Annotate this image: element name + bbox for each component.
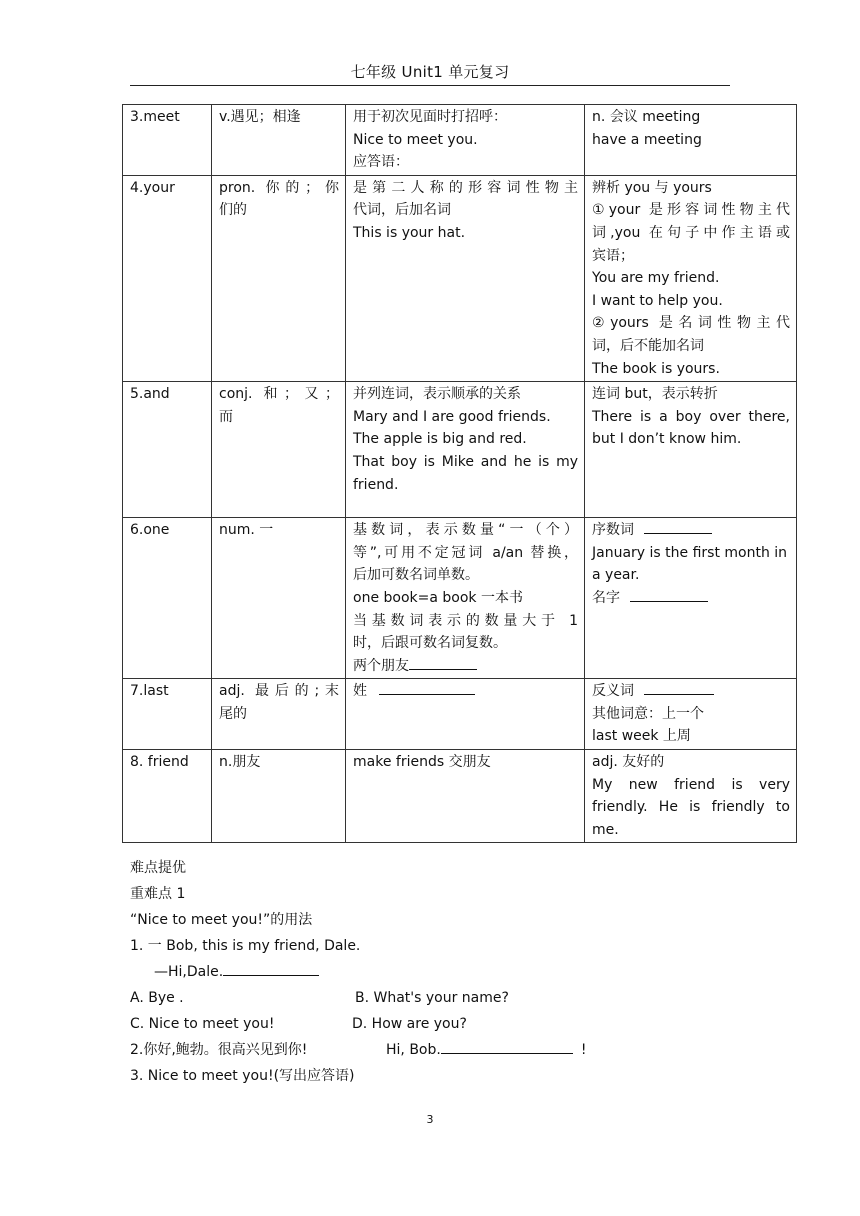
usage-cell [346,382,585,518]
table-row [123,175,797,381]
extension-cell [585,175,797,381]
extension-line: have a meeting [592,131,702,148]
extension-line [592,680,790,703]
question-1-response-text: —Hi,Dale. [154,964,224,980]
extension-line: You are my friend. [592,270,720,287]
usage-line: That boy is Mike and he is my [353,453,578,470]
meaning-line: 们的 [219,202,247,219]
usage-text: 姓 [353,683,367,700]
word-cell [123,750,212,843]
extension-line: 词,you 在句子中作主语或 [592,224,790,241]
usage-line: 后加可数名词单数。 [353,567,479,584]
word-cell [123,382,212,518]
usage-cell [346,679,585,750]
extension-line: 其他词意：上一个 [592,705,704,722]
usage-line: 代词，后加名词 [353,202,451,219]
word-cell [123,105,212,176]
meaning-line: adj. 最后的;末 [219,683,339,700]
extension-line: 宾语； [592,247,634,264]
usage-line: The apple is big and red. [353,431,527,448]
extension-line [592,587,790,610]
extension-line: me. [592,821,619,838]
extension-text: 名字 [592,589,620,606]
meaning-cell [212,750,346,843]
answer-blank [630,587,708,602]
meaning-line: 尾的 [219,705,247,722]
meaning-line: 而 [219,408,233,425]
usage-cell [346,518,585,679]
usage-line: 基数词，表示数量“一（个） [353,522,578,539]
usage-line: This is your hat. [353,224,466,241]
meaning-cell [212,518,346,679]
word-cell [123,518,212,679]
extension-cell [585,750,797,843]
table-row [123,382,797,518]
extension-line: My new friend is very [592,776,790,793]
usage-line: 用于初次见面时打招呼： [353,109,507,125]
extension-line: ①your 是形容词性物主代 [592,202,790,219]
table-row [123,679,797,750]
word-text: 8. friend [130,754,189,771]
answer-blank [223,961,319,976]
question-2-answer [386,1039,586,1061]
question-2-answer-prefix: Hi, Bob. [386,1042,441,1058]
meaning-cell [212,679,346,750]
usage-line: friend. [353,476,399,493]
extension-line: 词，后不能加名词 [592,337,704,354]
extension-line: 连词 but，表示转折 [592,386,718,403]
meaning-cell [212,105,346,176]
extension-line: adj. 友好的 [592,754,665,771]
usage-cell [346,750,585,843]
meaning-line: pron. 你的；你 [219,179,339,196]
extension-text: 序数词 [592,522,634,539]
extension-line [592,519,790,542]
option-a: A. Bye . [130,990,184,1006]
word-text: 6.one [130,522,170,539]
extension-cell [585,679,797,750]
word-text: 4.your [130,179,175,196]
question-3-prompt: 3. Nice to meet you!(写出应答语) [130,1068,355,1084]
usage-line: Mary and I are good friends. [353,408,551,425]
usage-line: Nice to meet you. [353,131,478,148]
usage-line: 时，后跟可数名词复数。 [353,635,507,652]
extension-line: but I don’t know him. [592,431,742,448]
section-subheading: 重难点 1 [130,886,186,902]
usage-line [353,655,578,678]
meaning-cell [212,382,346,518]
extension-cell [585,105,797,176]
usage-line: make friends 交朋友 [353,754,491,771]
extension-line: There is a boy over there, [592,408,790,425]
usage-line: 等”,可用不定冠词 a/an 替换， [353,544,578,561]
extension-cell [585,518,797,679]
table-row [123,105,797,176]
answer-blank [441,1039,573,1054]
page-number: 3 [426,1113,434,1126]
extension-line: ②yours 是名词性物主代 [592,315,790,332]
vocabulary-table [122,104,797,843]
extension-line: I want to help you. [592,292,723,309]
usage-line: 当基数词表示的数量大于 1 [353,612,578,629]
answer-blank [379,680,475,695]
usage-line: 应答语： [353,154,409,171]
section-heading: 难点提优 [130,860,186,876]
usage-line: 是第二人称的形容词性物主 [353,179,578,196]
extension-line: a year. [592,567,640,584]
question-2-prompt: 2.你好,鲍勃。很高兴见到你! [130,1042,308,1058]
word-text: 7.last [130,683,169,700]
extension-line: last week 上周 [592,728,691,745]
word-cell [123,679,212,750]
option-c: C. Nice to meet you! [130,1016,275,1032]
usage-cell [346,105,585,176]
header-divider [130,85,730,86]
usage-line: 并列连词，表示顺承的关系 [353,386,521,403]
answer-blank [644,519,712,534]
answer-blank [409,655,477,670]
extension-line: friendly. He is friendly to [592,799,790,816]
option-b: B. What's your name? [355,990,509,1006]
usage-line: one book=a book 一本书 [353,589,523,606]
extension-line: The book is yours. [592,360,720,377]
table-row [123,750,797,843]
meaning-line: num. 一 [219,522,274,539]
usage-cell [346,175,585,381]
usage-text: 两个朋友 [353,657,409,674]
meaning-line: n.朋友 [219,754,261,771]
extension-line: n. 会议 meeting [592,109,701,125]
meaning-line: conj. 和；又； [219,386,339,403]
question-1-line: 1. 一 Bob, this is my friend, Dale. [130,938,361,954]
usage-line [353,680,578,703]
section-topic: “Nice to meet you!”的用法 [130,912,313,928]
extension-text: 反义词 [592,683,634,700]
option-d: D. How are you? [352,1016,467,1032]
answer-blank [644,680,714,695]
question-1-response [154,961,319,983]
page-header-title: 七年级 Unit1 单元复习 [350,63,510,81]
table-row [123,518,797,679]
extension-line: January is the first month in [592,544,788,561]
question-2-suffix: ! [580,1042,587,1058]
meaning-line: v.遇见；相逢 [219,109,301,125]
meaning-cell [212,175,346,381]
word-text: 5.and [130,386,170,403]
extension-cell [585,382,797,518]
word-text: 3.meet [130,109,180,125]
word-cell [123,175,212,381]
extension-line: 辨析 you 与 yours [592,179,712,196]
